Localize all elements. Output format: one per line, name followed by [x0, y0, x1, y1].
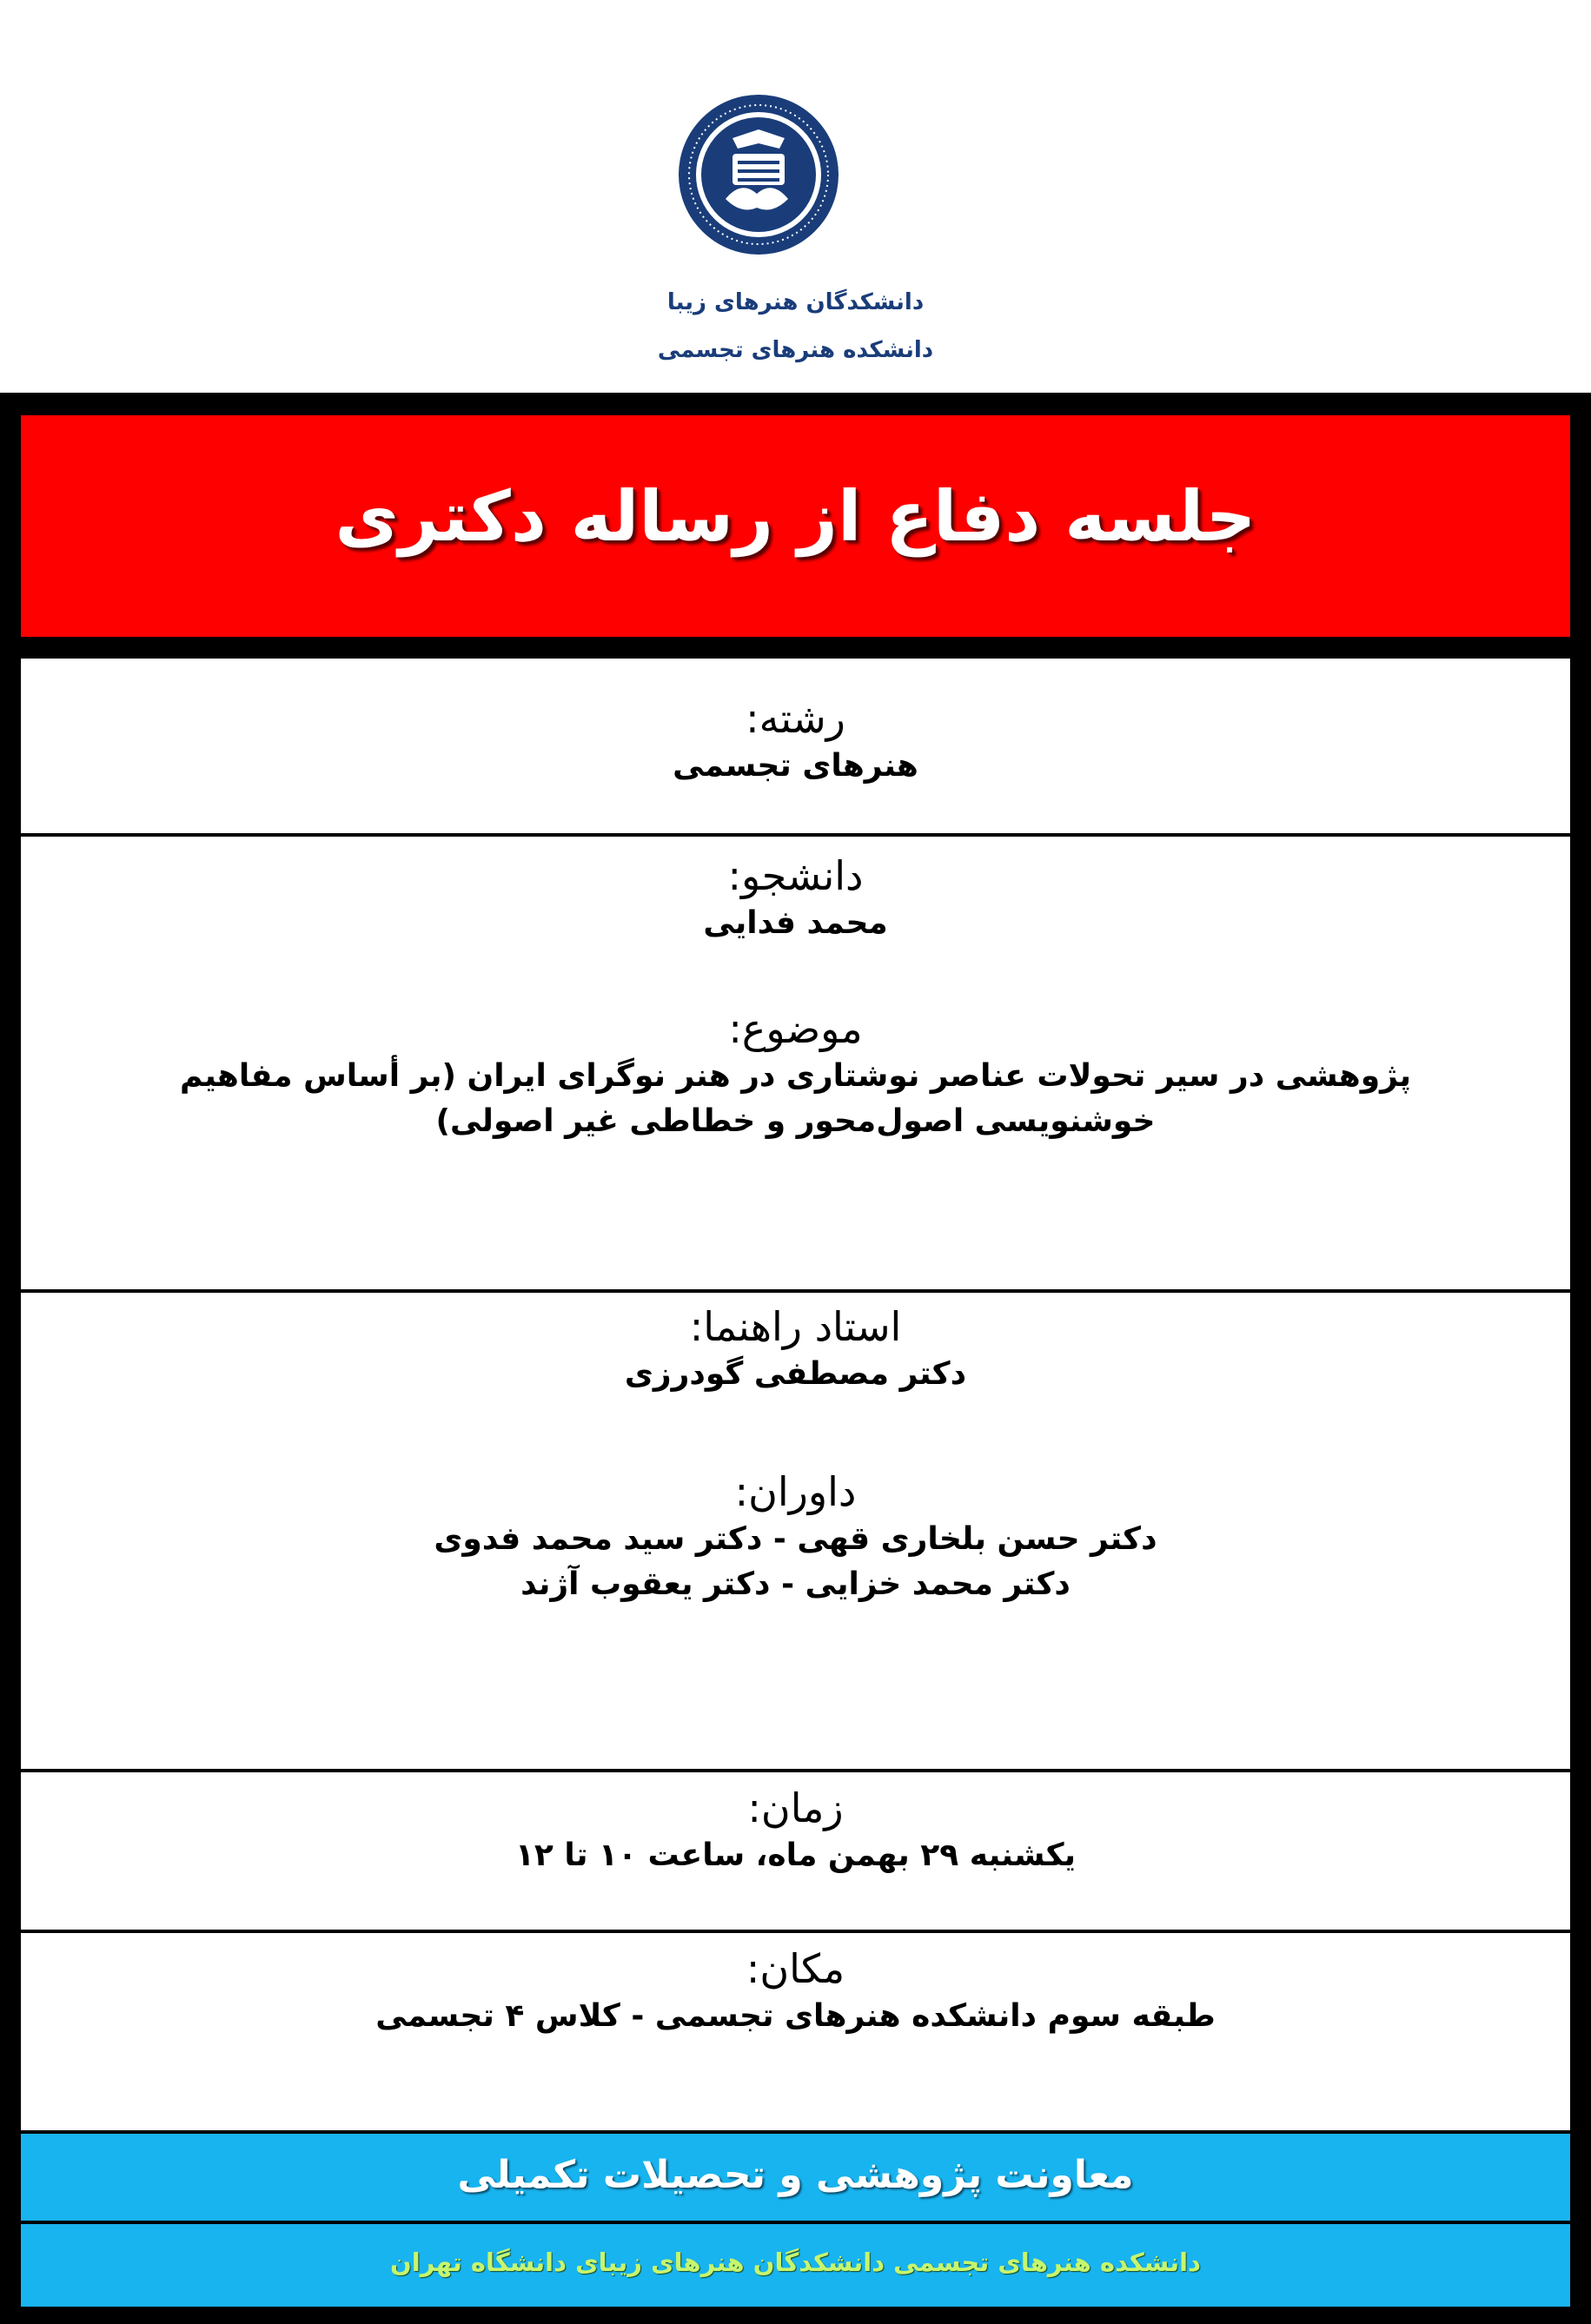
page-title: جلسه دفاع از رساله دکتری	[335, 476, 1256, 557]
referees-line-1: دکتر حسن بلخاری قهی - دکتر سید محمد فدوی	[434, 1521, 1157, 1557]
time-section	[21, 1772, 1570, 1930]
place-label: مکان:	[746, 1945, 845, 1992]
page-header	[0, 0, 1591, 393]
university-logo	[677, 93, 840, 256]
place-section	[21, 1933, 1570, 2130]
office-banner	[21, 2134, 1570, 2221]
field-section	[21, 659, 1570, 833]
student-label: دانشجو:	[727, 852, 864, 899]
footer-banner	[21, 2224, 1570, 2307]
field-value: هنرهای تجسمی	[673, 748, 918, 784]
footer-faculty: دانشکده هنرهای تجسمی دانشکدگان هنرهای زیبای دانشگاه تهران	[390, 2248, 1201, 2277]
title-banner	[21, 415, 1570, 637]
topic-label: موضوع:	[728, 1005, 863, 1052]
student-name: محمد فدایی	[703, 905, 888, 941]
faculty-line-1: دانشکدگان هنرهای زیبا	[666, 289, 925, 315]
office-name: معاونت پژوهشی و تحصیلات تکمیلی	[457, 2153, 1134, 2197]
advisor-name: دکتر مصطفی گودرزی	[624, 1356, 967, 1392]
field-label: رشته:	[746, 695, 845, 742]
place-value: طبقه سوم دانشکده هنرهای تجسمی - کلاس ۴ تجسمی	[375, 1998, 1216, 2034]
student-section	[21, 837, 1570, 1289]
time-value: یکشنبه ۲۹ بهمن ماه، ساعت ۱۰ تا ۱۲	[514, 1837, 1077, 1873]
topic-line-2: خوشنویسی اصول‌محور و خطاطی غیر اصولی)	[435, 1103, 1156, 1139]
referees-line-2: دکتر محمد خزایی - دکتر یعقوب آژند	[520, 1566, 1071, 1602]
referees-label: داوران:	[734, 1468, 857, 1515]
topic-line-1: پژوهشی در سیر تحولات عناصر نوشتاری در هنر نوگرای ایران (بر أساس مفاهیم	[179, 1058, 1412, 1094]
faculty-line-2: دانشکده هنرهای تجسمی	[657, 337, 934, 363]
advisor-section	[21, 1293, 1570, 1769]
advisor-label: استاد راهنما:	[689, 1303, 902, 1350]
time-label: زمان:	[747, 1784, 844, 1831]
